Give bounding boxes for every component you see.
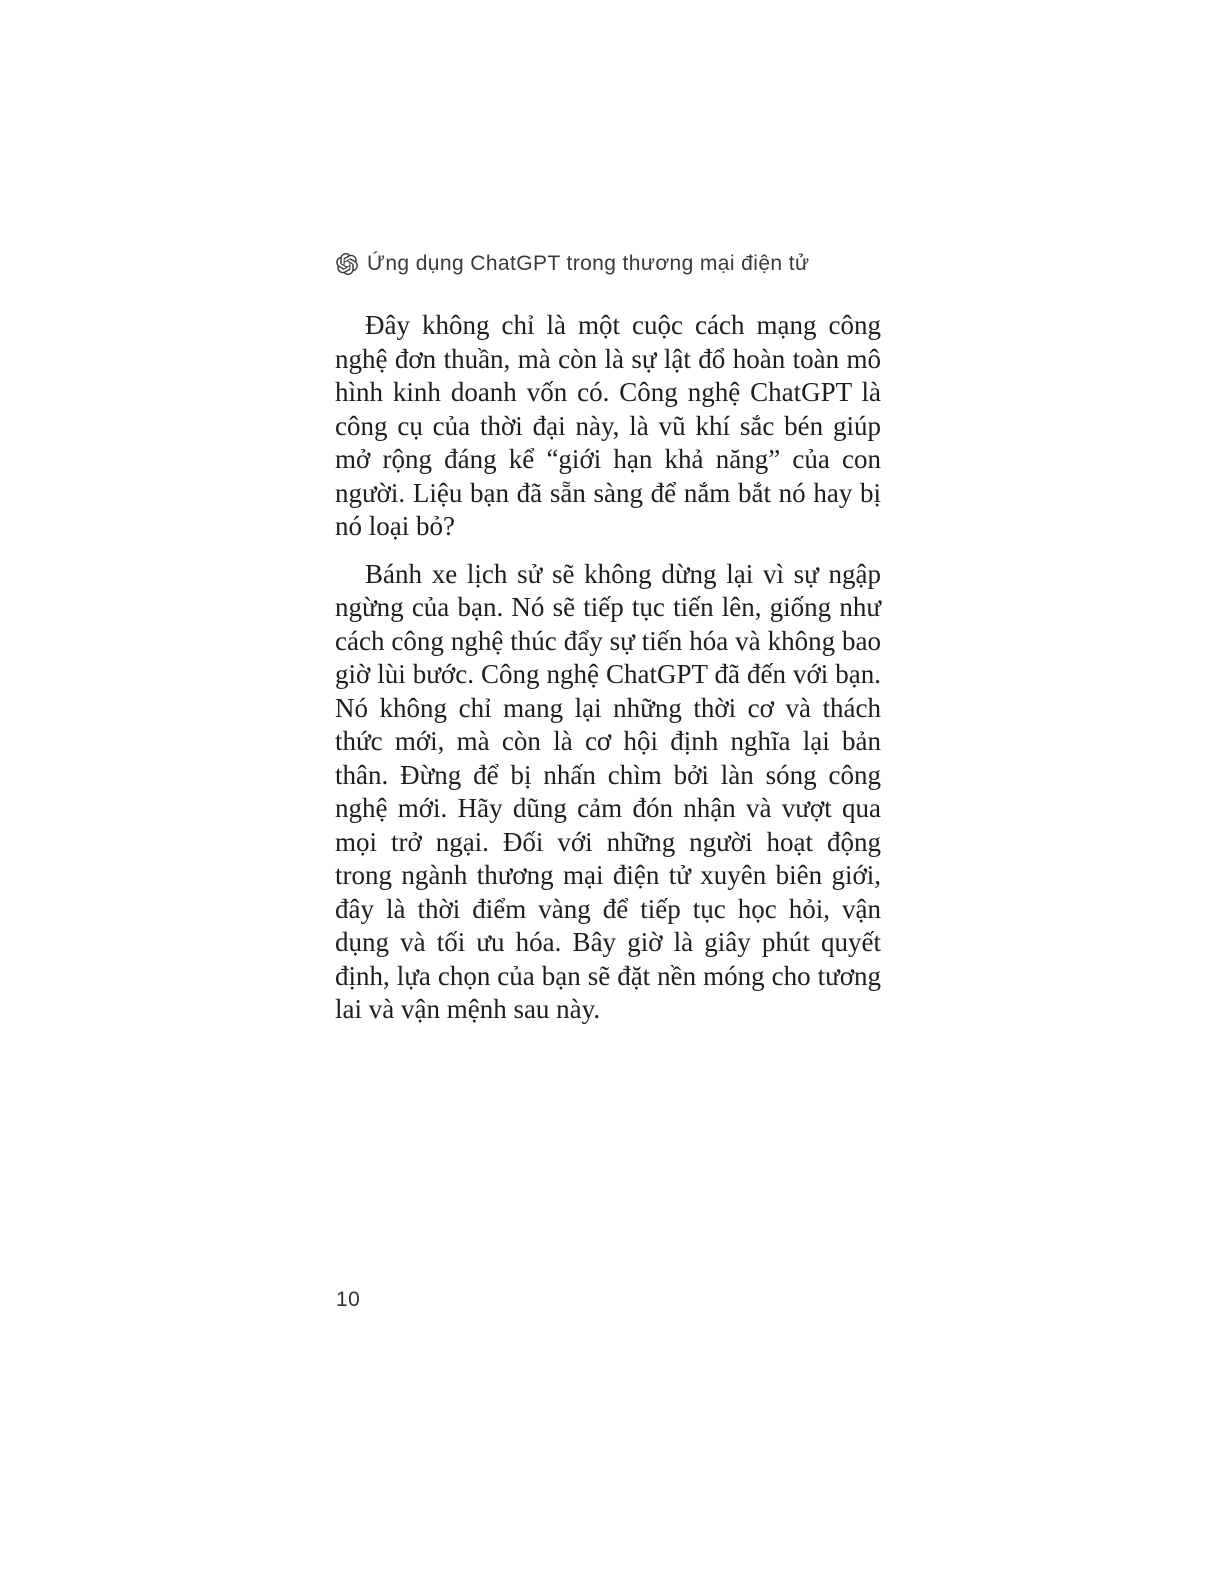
page-header — [336, 252, 896, 276]
openai-logo-icon — [336, 253, 358, 275]
running-head-title: Ứng dụng ChatGPT trong thương mại điện tử — [367, 252, 810, 275]
page-number: 10 — [336, 1288, 361, 1311]
body-paragraph: Bánh xe lịch sử sẽ không dừng lại vì sự ngập ngừng của bạn. Nó sẽ tiếp tục tiến lên, giống như cách công nghệ thúc đẩy sự tiến hóa và không bao giờ lùi bước. Công nghệ ChatGPT đã đến với bạn. Nó không chỉ mang lại những thời cơ và thách thức mới, mà còn là cơ hội định nghĩa lại bản thân. Đừng để bị nhấn chìm bởi làn sóng công nghệ mới. Hãy dũng cảm đón nhận và vượt qua mọi trở ngại. Đối với những người hoạt động trong ngành thương mại điện tử xuyên biên giới, đây là thời điểm vàng để tiếp tục học hỏi, vận dụng và tối ưu hóa. Bây giờ là giây phút quyết định, lựa chọn của bạn sẽ đặt nền móng cho tương lai và vận mệnh sau này. — [335, 558, 881, 1024]
page-footer — [336, 1288, 360, 1312]
page-body — [335, 309, 881, 1041]
body-paragraph: Đây không chỉ là một cuộc cách mạng công nghệ đơn thuần, mà còn là sự lật đổ hoàn toàn mô hình kinh doanh vốn có. Công nghệ ChatGPT là công cụ của thời đại này, là vũ khí sắc bén giúp mở rộng đáng kể “giới hạn khả năng” của con người. Liệu bạn đã sẵn sàng để nắm bắt nó hay bị nó loại bỏ? — [335, 310, 881, 541]
